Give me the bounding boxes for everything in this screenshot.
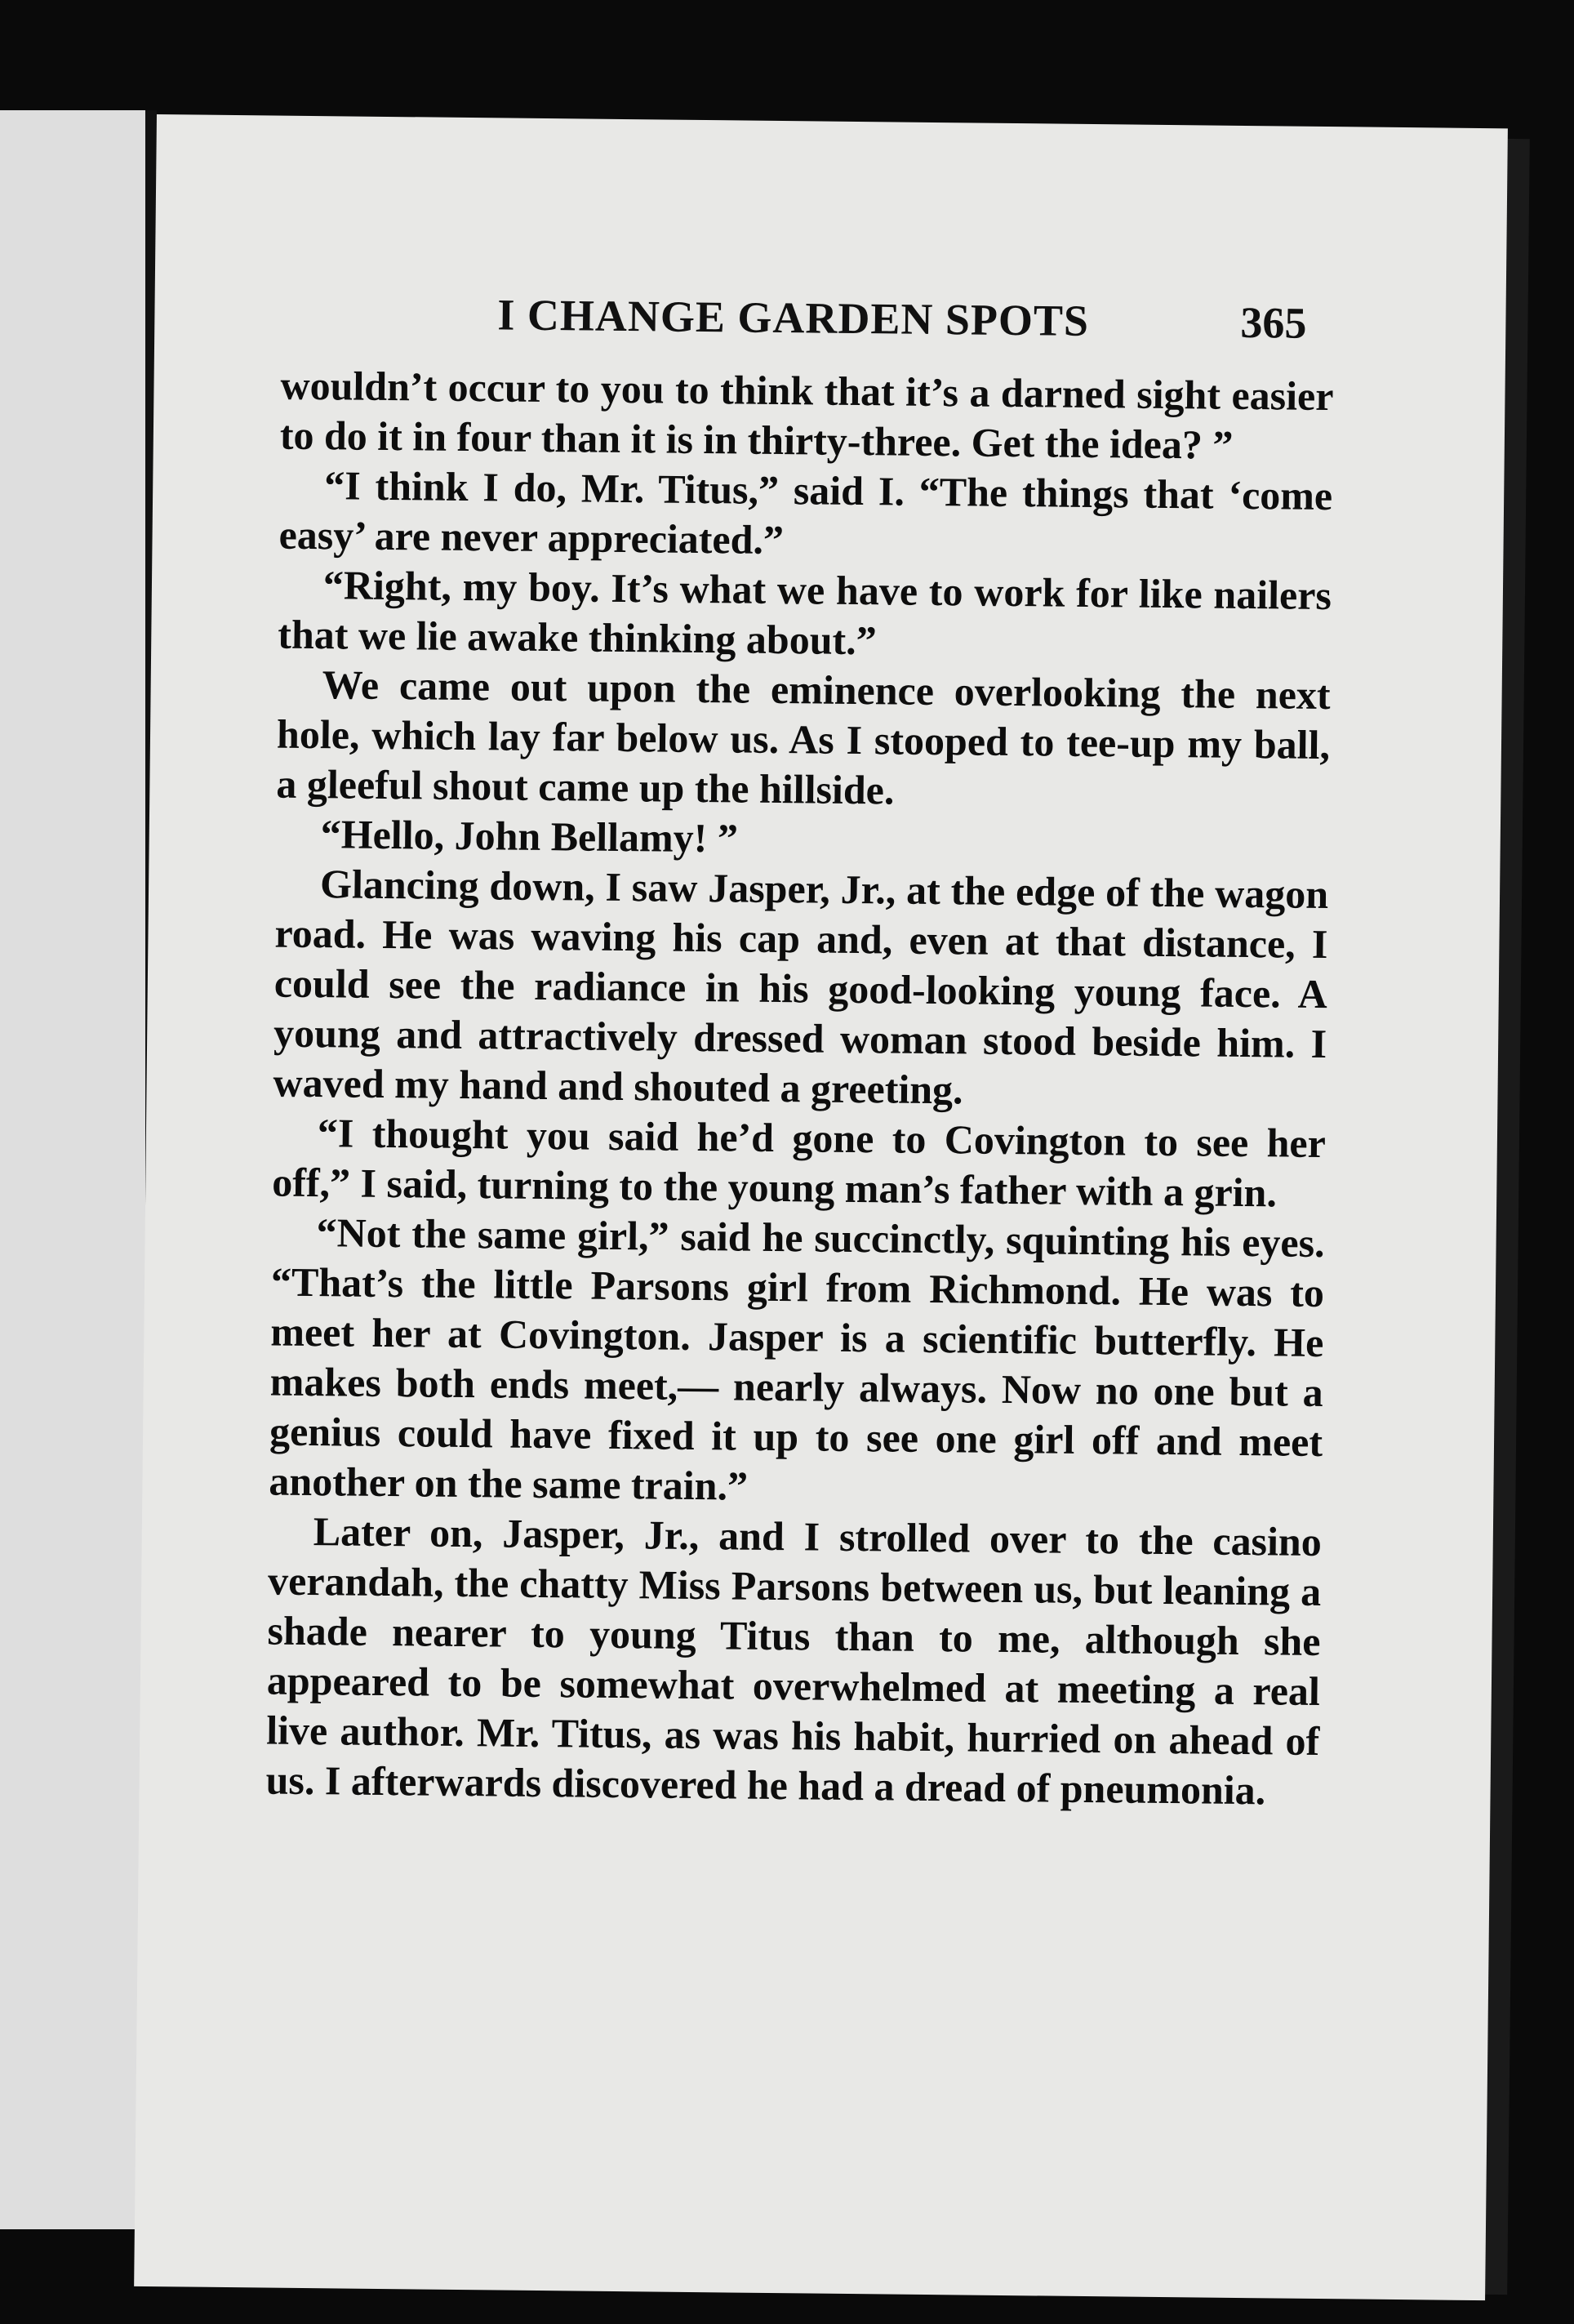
paragraph: “Hello, John Bellamy! ” xyxy=(320,811,739,861)
paragraph: wouldn’t occur to you to think that it’s a darned sight easier to do it in four than it is in thirty-three. Get the idea? ” xyxy=(279,362,1334,468)
body-text xyxy=(265,361,1333,1816)
paragraph: “Right, my boy. It’s what we have to work for like nailers that we lie awake thinking about.” xyxy=(278,562,1332,664)
page-header xyxy=(154,286,1461,357)
paragraph: We came out upon the eminence overlooking the next hole, which lay far below us. As I stooped to tee-up my ball, a gleeful shout came up the hillside. xyxy=(276,661,1331,813)
running-head: I CHANGE GARDEN SPOTS xyxy=(497,290,1090,345)
page-number: 365 xyxy=(1240,297,1307,348)
book-page xyxy=(134,114,1508,2300)
paragraph: Later on, Jasper, Jr., and I strolled over to the casino verandah, the chatty Miss Parsons between us, but leaning a shade nearer to young Titus than to me, although she appeared to be somewhat overwhelmed at meeting a real live author. Mr. Titus, as was his habit, hurried on ahead of us. I afterwards discovered he had a dread of pneumonia. xyxy=(265,1508,1323,1814)
paragraph: “I think I do, Mr. Titus,” said I. “The things that ‘come easy’ are never appreciated.” xyxy=(278,462,1333,563)
paragraph: Glancing down, I saw Jasper, Jr., at the edge of the wagon road. He was waving his cap and, even at that distance, I could see the radiance in his good-looking young face. A young and attractively dressed woman stood beside him. I waved my hand and shouted a greeting. xyxy=(273,861,1329,1113)
paragraph: “I thought you said he’d gone to Covington to see her off,” I said, turning to the young man’s father with a grin. xyxy=(272,1110,1327,1216)
paragraph: “Not the same girl,” said he succinctly, squinting his eyes. “That’s the little Parsons girl from Richmond. He was to meet her at Covington. Jasper is a scientific butterfly. He makes both ends meet,— nearly always. Now no one but a genius could have fixed it up to see one girl off and meet another on the same train.” xyxy=(269,1209,1325,1509)
facing-page-edge xyxy=(0,110,145,2229)
